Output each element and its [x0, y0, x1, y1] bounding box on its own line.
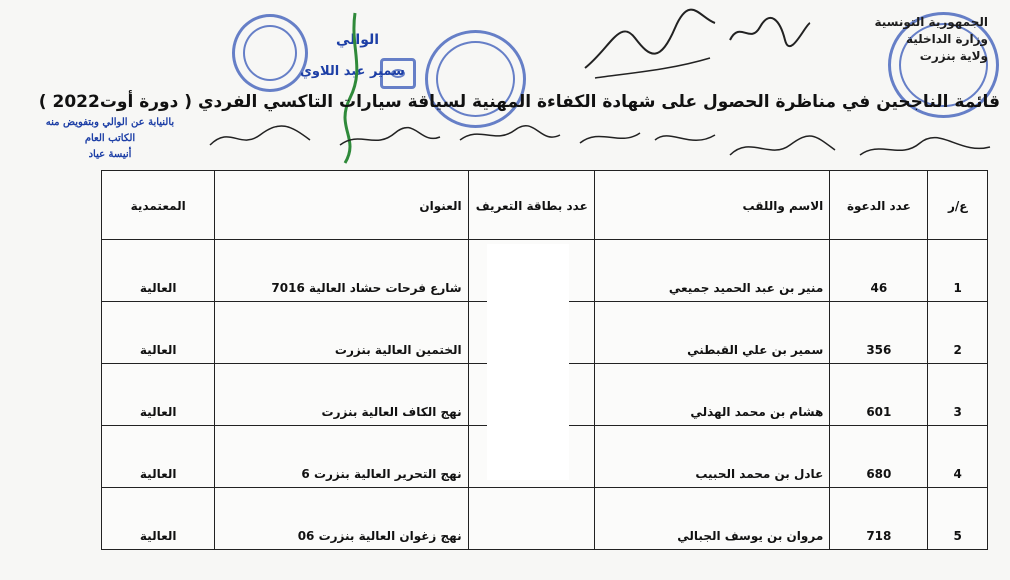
row-id-card [468, 488, 594, 550]
col-header-id-card: عدد بطاقة التعريف [468, 171, 594, 240]
row-name: سمير بن علي القبطني [594, 302, 829, 364]
row-delegation: العالية [102, 302, 215, 364]
row-address: نهج زغوان العالية بنزرت 06 [215, 488, 468, 550]
row-invitation: 356 [830, 302, 928, 364]
row-num: 4 [928, 426, 988, 488]
col-header-num: ع/ر [928, 171, 988, 240]
row-address: نهج التحرير العالية بنزرت 6 [215, 426, 468, 488]
id-card-redaction [487, 244, 569, 480]
row-invitation: 680 [830, 426, 928, 488]
delegation-note-line2: الكاتب العام [84, 133, 136, 144]
page-title: قائمة الناجحين في مناظرة الحصول على شهادة الكفاءة المهنية لسياقة سيارات التاكسي الفردي ( دورة أوت2022 ) [38, 92, 1000, 112]
signature-top-center [580, 8, 720, 88]
row-delegation: العالية [102, 488, 215, 550]
row-invitation: 601 [830, 364, 928, 426]
signature-top-right [725, 15, 815, 50]
header-ministry-block [874, 14, 988, 65]
republic-label: الجمهورية التونسية [874, 15, 988, 29]
col-header-invitation: عدد الدعوة [830, 171, 928, 240]
row-delegation: العالية [102, 240, 215, 302]
row-name: مروان بن يوسف الجبالي [594, 488, 829, 550]
signature-row-left [200, 115, 720, 165]
delegation-note [40, 115, 180, 163]
row-num: 3 [928, 364, 988, 426]
row-num: 5 [928, 488, 988, 550]
row-name: هشام بن محمد الهذلي [594, 364, 829, 426]
governor-name: سمير عبد اللاوي [300, 64, 405, 79]
signature-row-right [720, 125, 1000, 175]
row-name: عادل بن محمد الحبيب [594, 426, 829, 488]
official-stamp-center [425, 30, 526, 128]
row-num: 1 [928, 240, 988, 302]
table-row [102, 488, 988, 550]
ministry-label: وزارة الداخلية [905, 32, 988, 46]
delegation-note-line1: بالنيابة عن الوالي وبتفويض منه [45, 117, 175, 128]
row-address: نهج الكاف العالية بنزرت [215, 364, 468, 426]
row-invitation: 46 [830, 240, 928, 302]
delegation-note-line3: أنيسة عياد [88, 149, 132, 160]
official-stamp-top-left [232, 14, 308, 92]
row-delegation: العالية [102, 364, 215, 426]
col-header-name: الاسم واللقب [594, 171, 829, 240]
col-header-address: العنوان [215, 171, 468, 240]
row-address: الختمين العالية بنزرت [215, 302, 468, 364]
governor-label: الوالي [336, 32, 380, 48]
row-invitation: 718 [830, 488, 928, 550]
table-header-row [102, 171, 988, 240]
row-num: 2 [928, 302, 988, 364]
row-name: منير بن عبد الحميد جميعي [594, 240, 829, 302]
col-header-delegation: المعتمدية [102, 171, 215, 240]
governorate-label: ولاية بنزرت [919, 49, 988, 63]
row-address: شارع فرحات حشاد العالية 7016 [215, 240, 468, 302]
row-delegation: العالية [102, 426, 215, 488]
